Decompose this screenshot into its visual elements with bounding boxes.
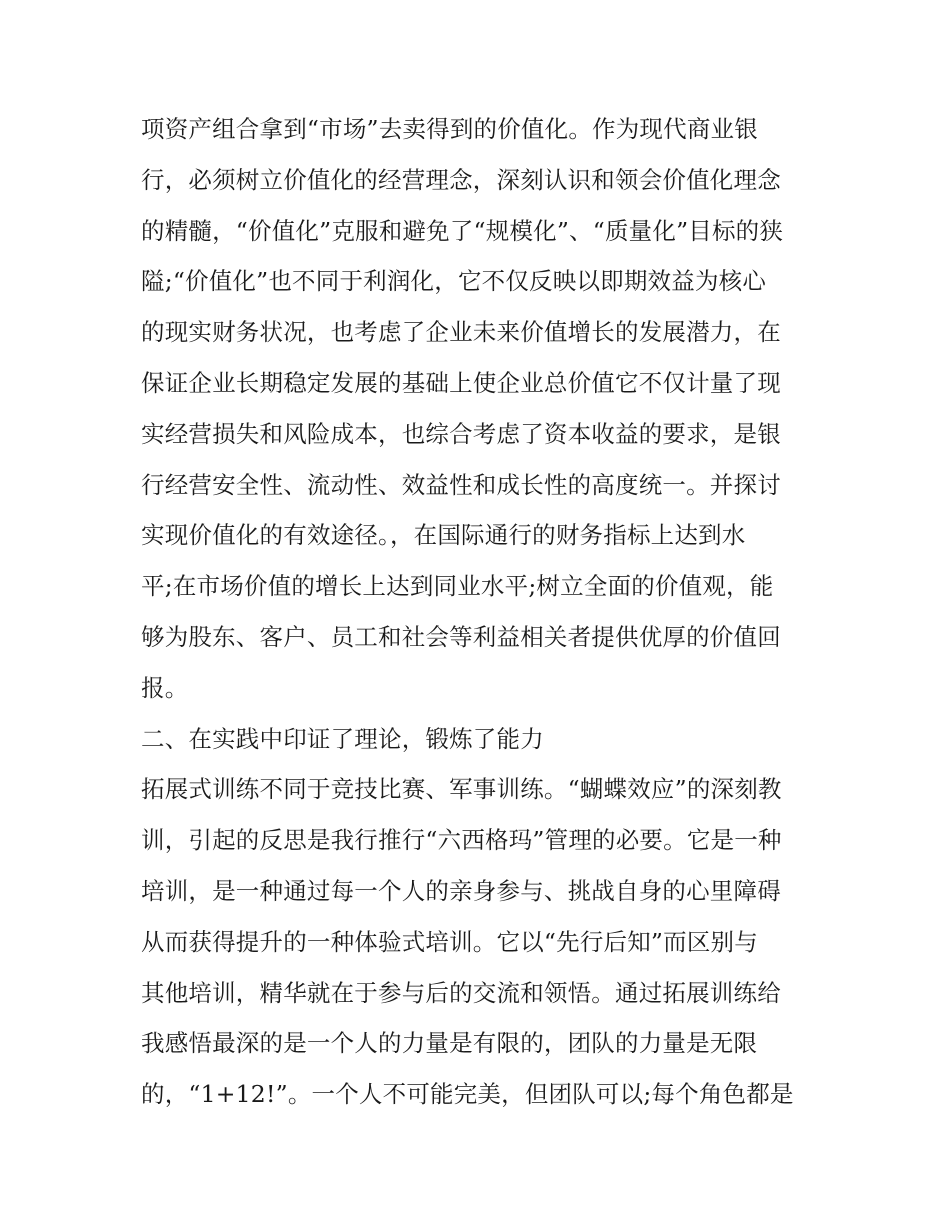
paragraph-line: 行经营安全性、流动性、效益性和成长性的高度统一。并探讨 — [141, 470, 781, 499]
paragraph-line: 行，必须树立价值化的经营理念，深刻认识和领会价值化理念 — [141, 165, 781, 194]
paragraph-line: 其他培训，精华就在于参与后的交流和领悟。通过拓展训练给 — [141, 978, 781, 1007]
paragraph-line: 够为股东、客户、员工和社会等利益相关者提供优厚的价值回 — [141, 622, 781, 651]
paragraph-line: 实现价值化的有效途径。，在国际通行的财务指标上达到水 — [141, 521, 746, 550]
paragraph-line: 培训，是一种通过每一个人的亲身参与、挑战自身的心里障碍 — [141, 876, 781, 905]
paragraph-line: 报。 — [141, 673, 189, 702]
paragraph-line: 实经营损失和风险成本，也综合考虑了资本收益的要求，是银 — [141, 419, 781, 448]
paragraph-line: 的，“1+12!”。一个人不可能完美，但团队可以;每个角色都是 — [141, 1080, 794, 1109]
section-heading: 二、在实践中印证了理论，锻炼了能力 — [141, 724, 544, 753]
paragraph-line: 拓展式训练不同于竞技比赛、军事训练。“蝴蝶效应”的深刻教 — [141, 775, 782, 804]
paragraph-line: 项资产组合拿到“市场”去卖得到的价值化。作为现代商业银 — [141, 115, 758, 143]
paragraph-line: 我感悟最深的是一个人的力量是有限的，团队的力量是无限 — [141, 1029, 758, 1058]
paragraph-line: 的现实财务状况，也考虑了企业未来价值增长的发展潜力，在 — [141, 318, 781, 347]
paragraph-line: 训，引起的反思是我行推行“六西格玛”管理的必要。它是一种 — [141, 826, 782, 855]
paragraph-line: 保证企业长期稳定发展的基础上使企业总价值它不仅计量了现 — [141, 368, 781, 397]
document-body — [141, 104, 821, 1120]
paragraph-line: 隘;“价值化”也不同于利润化，它不仅反映以即期效益为核心 — [141, 267, 767, 296]
paragraph-line: 的精髓，“价值化”克服和避免了“规模化”、“质量化”目标的狭 — [141, 216, 784, 245]
paragraph-line: 平;在市场价值的增长上达到同业水平;树立全面的价值观，能 — [141, 572, 774, 601]
paragraph-line: 从而获得提升的一种体验式培训。它以“先行后知”而区别与 — [141, 927, 758, 956]
